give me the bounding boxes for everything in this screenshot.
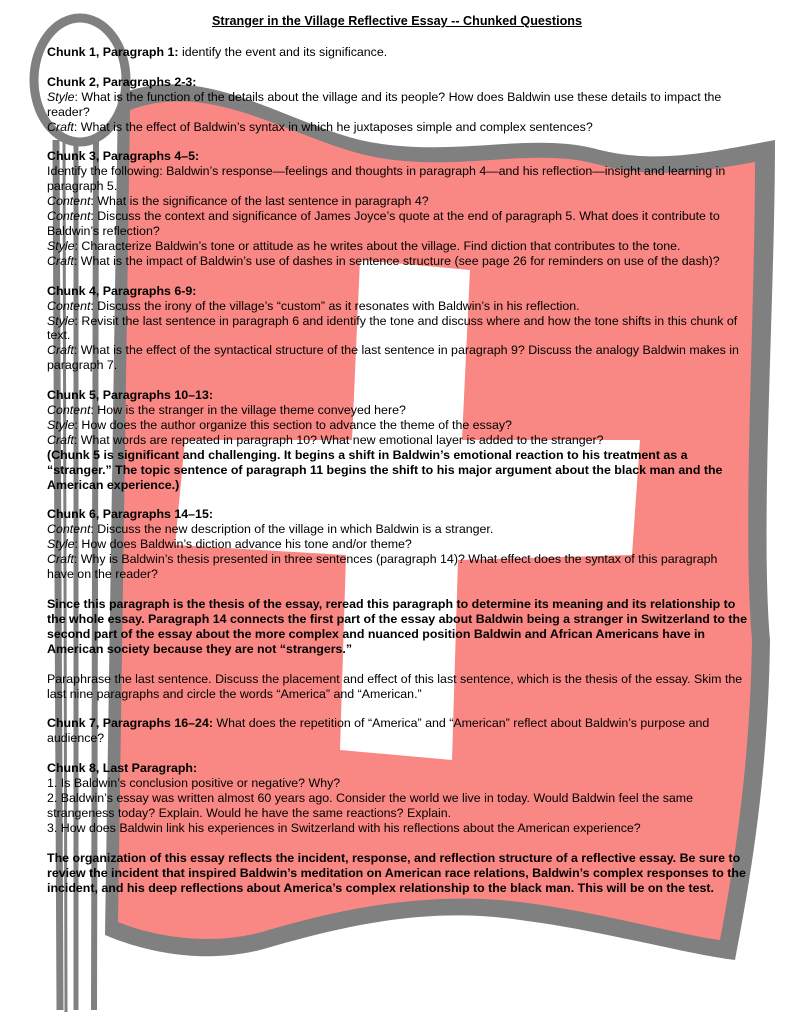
content-question: : What is the significance of the last sentence in paragraph 4? [90, 194, 429, 209]
content-question: : Discuss the irony of the village’s “custom” as it resonates with Baldwin’s in his reflection. [90, 298, 580, 313]
chunk-1-text: identify the event and its significance. [178, 44, 388, 59]
craft-question: : What words are repeated in paragraph 10? What new emotional layer is added to the stranger? [73, 432, 604, 447]
chunk-3-intro: Identify the following: Baldwin’s response—feelings and thoughts in paragraph 4—and his reflection—insight and learning in paragraph 5. [47, 164, 726, 194]
craft-label: Craft [47, 432, 74, 447]
craft-question: : What is the effect of the syntactical structure of the last sentence in paragraph 9? Discuss the analogy Baldwin makes in paragraph 7. [47, 343, 739, 373]
chunk-7-text: What does the repetition of “America” and “American” reflect about Baldwin’s purpose and audience? [47, 716, 710, 746]
chunk-3 [47, 149, 747, 268]
chunk-6-heading: Chunk 6, Paragraphs 14–15: [47, 507, 213, 522]
style-question: : Characterize Baldwin’s tone or attitude as he writes about the village. Find diction that contributes to the tone. [74, 238, 681, 253]
chunk-3-heading: Chunk 3, Paragraphs 4–5: [47, 149, 200, 164]
chunk-1-heading: Chunk 1, Paragraph 1: [47, 44, 179, 59]
style-label: Style [47, 537, 75, 552]
content-label: Content [47, 403, 91, 418]
craft-question: : What is the impact of Baldwin’s use of dashes in sentence structure (see page 26 for reminders on use of the dash)? [73, 253, 720, 268]
paraphrase-note: Paraphrase the last sentence. Discuss the placement and effect of this last sentence, which is the thesis of the essay. Skim the last nine paragraphs and circle the words “America” and “American.” [47, 671, 743, 701]
page-title: Stranger in the Village Reflective Essay -- Chunked Questions [212, 14, 582, 28]
closing-note: The organization of this essay reflects the incident, response, and reflection structure of a reflective essay. Be sure to review the incident that inspired Baldwin’s meditation on American race relations, Baldwin’s complex responses to the incident, and his deep reflections about America’s complex relationship to the black man. This will be on the test. [47, 850, 746, 895]
chunk-5-heading: Chunk 5, Paragraphs 10–13: [47, 388, 213, 403]
chunk-2-heading: Chunk 2, Paragraphs 2-3: [47, 74, 197, 89]
chunk-4-heading: Chunk 4, Paragraphs 6-9: [47, 283, 197, 298]
chunk-8-question-3: 3. How does Baldwin link his experiences in Switzerland with his reflections about the American experience? [47, 820, 641, 835]
chunk-1 [47, 45, 747, 60]
style-label: Style [47, 313, 75, 328]
content-label: Content [47, 209, 91, 224]
chunk-7-heading: Chunk 7, Paragraphs 16–24: [47, 716, 213, 731]
chunk-8-question-2: 2. Baldwin’s essay was written almost 60 years ago. Consider the world we live in today. Would Baldwin feel the same strangeness today? Explain. Would he have the same reactions? Explain. [47, 791, 694, 820]
style-question: : How does the author organize this section to advance the theme of the essay? [74, 417, 512, 432]
chunk-5-note: (Chunk 5 is significant and challenging. It begins a shift in Baldwin’s emotional reaction to his treatment as a “stranger.” The topic sentence of paragraph 11 begins the shift to his major argument about the black man and the American experience.) [47, 447, 723, 492]
chunk-4 [47, 284, 747, 373]
craft-label: Craft [47, 552, 74, 567]
craft-question: : Why is Baldwin’s thesis presented in three sentences (paragraph 14)? What effect does the syntax of this paragraph have on the reader? [47, 552, 718, 582]
content-question: : Discuss the new description of the village in which Baldwin is a stranger. [90, 522, 494, 537]
chunk-2 [47, 75, 747, 135]
chunk-8 [47, 761, 747, 836]
chunk-7 [47, 716, 747, 746]
style-label: Style [47, 89, 75, 104]
content-question: : How is the stranger in the village theme conveyed here? [90, 403, 406, 418]
content-label: Content [47, 298, 91, 313]
chunk-8-heading: Chunk 8, Last Paragraph: [47, 761, 198, 776]
essay-questions-document [47, 14, 747, 911]
style-label: Style [47, 238, 75, 253]
style-question: : Revisit the last sentence in paragraph 6 and identify the tone and discuss where and how the tone shifts in this chunk of text. [47, 313, 738, 343]
content-question: : Discuss the context and significance of James Joyce’s quote at the end of paragraph 5. What does it contribute to Baldwin’s reflection? [47, 209, 720, 238]
style-label: Style [47, 417, 75, 432]
style-question: : What is the function of the details about the village and its people? How does Baldwin use these details to impact the reader? [47, 89, 722, 119]
craft-label: Craft [47, 119, 74, 134]
chunk-5 [47, 388, 747, 492]
content-label: Content [47, 194, 91, 209]
craft-question: : What is the effect of Baldwin’s syntax in which he juxtaposes simple and complex sentences? [73, 119, 593, 134]
thesis-note: Since this paragraph is the thesis of the essay, reread this paragraph to determine its meaning and its relationship to the whole essay. Paragraph 14 connects the first part of the essay about Baldwin being a stranger in Switzerland to the second part of the essay about the more complex and nuanced position Baldwin and African Americans have in American society because they are not “strangers.” [47, 597, 748, 656]
chunk-8-question-1: 1. Is Baldwin’s conclusion positive or negative? Why? [47, 776, 341, 791]
style-question: : How does Baldwin’s diction advance his tone and/or theme? [74, 537, 412, 552]
craft-label: Craft [47, 253, 74, 268]
craft-label: Craft [47, 343, 74, 358]
content-label: Content [47, 522, 91, 537]
chunk-6 [47, 507, 747, 582]
